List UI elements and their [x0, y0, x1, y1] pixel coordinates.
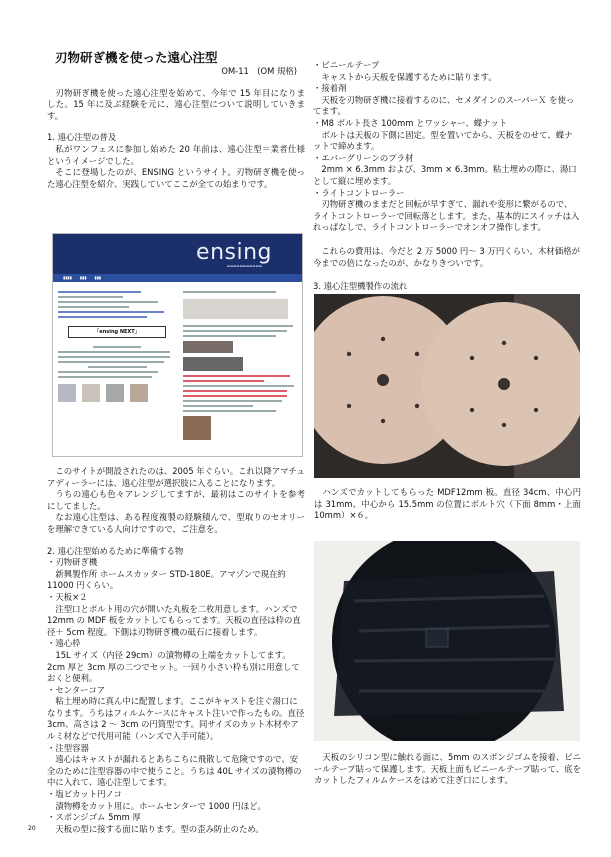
caption-1-block	[314, 487, 581, 522]
site-right-panel	[183, 288, 299, 453]
photo-caption-1: ハンズでカットしてもらった MDF12mm 板。直径 34cm、中心円は 31mm、中心から 15.5mm の位置にボルト穴（下面 8mm・上面 10mm）×６。	[314, 487, 581, 521]
site-banner	[53, 234, 302, 274]
list-item: ・M8 ボルト長さ 100mm とワッシャー、蝶ナット ボルトは天板の下側に固定。型を置いてから、天板をのせて、蝶ナットで締めます。	[313, 117, 573, 152]
section-1-paragraph-5: なお遠心注型は、ある程度複製の経験積んで、型取りのセオリーを理解できている人向けですので、ご注意を。	[47, 512, 305, 534]
left-column-lower	[47, 466, 305, 835]
item-list-left	[47, 557, 305, 835]
intro-paragraph: 刃物研ぎ機を使った遠心注型を始めて、今年で 15 年目になりました。15 年に及ぶ経験を元に、遠心注型について説明していきます。	[47, 87, 305, 121]
list-item: ・ライトコントローラー 刃物研ぎ機のままだと回転が早すぎて、漏れや変形に繋がるので、ライトコントローラーで回転落とします。また、基本的にスイッチは入れっぱなしで、ライトコントローラーでオンオフ操作します。	[313, 187, 580, 233]
caption-2-block	[314, 752, 581, 787]
site-menu-bar: ▮▮▮▮ ▮▮▮ ▮▮▮	[53, 274, 302, 282]
site-heading-box: 「ensing NEXT」	[68, 326, 166, 338]
list-item: ・塩ビカット円ノコ 漬物樽をカット用に。ホームセンターで 1000 円ほど。	[47, 789, 266, 811]
cost-paragraph: これらの費用は、今だと 2 万 5000 円～ 3 万円くらい。木材価格が今までの倍になったのが、かなりきついです。	[313, 245, 580, 268]
section-1-heading: 1. 遠心注型の普及	[47, 132, 117, 143]
site-tagline-lines: ▬▬▬▬▬▬▬▬▬▬▬	[226, 264, 262, 268]
section-1-paragraph-2: そこに登場したのが、ENSING というサイト。刃物研ぎ機を使った遠心注型を紹介、実践していてここが全ての始まりです。	[47, 167, 305, 189]
list-item: ・スポンジゴム 5mm 厚 天板の型に接する面に貼ります。型の歪み防止のため。	[47, 812, 264, 834]
site-image-row	[58, 384, 176, 402]
list-item: ・接着剤 天板を刃物研ぎ機に接着するのに、セメダインのスーパーＸ を使ってます。	[313, 83, 575, 117]
mdf-board-photo	[314, 294, 580, 478]
list-item: ・注型容器 遠心はキャストが漏れるとあちこちに飛散して危険ですので、安全のために注型容器の中で使うこと。うちは 40L サイズの漬物樽の中に入れて、遠心注型してます。	[47, 742, 302, 788]
section-3-heading: 3. 遠心注型機製作の流れ	[313, 281, 408, 292]
page-subtitle: OM-11 (OM 規格)	[221, 66, 297, 76]
list-item: ・エバーグリーンのプラ材 2mm × 6.3mm および、3mm × 6.3mm。粘土埋めの際に、湯口として縦に埋めます。	[313, 152, 577, 186]
photo-caption-2: 天板のシリコン型に触れる面に、5mm のスポンジゴムを接着、ビニールテープ貼って保護します。天板上面もビニールテープ貼って、底をカットしたフィルムケースをはめて注ぎ口にします。	[314, 752, 581, 786]
section-1-paragraph-4: うちの遠心も色々アレンジしてますが、最初はこのサイトを参考にしてました。	[47, 489, 305, 511]
site-logo: ensing	[196, 240, 272, 265]
left-column	[47, 50, 305, 190]
section-1-paragraph-1: 私がワンフェスに参加し始めた 20 年前は、遠心注型＝業者仕様というイメージでした。	[47, 143, 305, 166]
list-item: ・センターコア 粘土埋め時に真ん中に配置します。ここがキャストを注ぐ湯口になります。うちはフィルムケースにキャスト注いで作ったもの。直径 3cm、高さは 2 ～ 3cm の円筒型です。同サイズのカット木材やアルミ材などで代用可能（ハンズで入手可能）。	[47, 684, 305, 742]
right-column	[313, 60, 580, 293]
section-2-heading: 2. 遠心注型始めるために準備する物	[47, 545, 184, 556]
list-item: ・刃物研ぎ機 新興製作所 ホームスカッター STD-180E。アマゾンで現在約 11000 円くらい。	[47, 557, 286, 591]
site-left-panel	[58, 288, 176, 453]
list-item: ・ビニールテープ キャストから天板を保護するために貼ります。	[313, 60, 497, 82]
ensing-site-screenshot	[52, 233, 303, 457]
taped-plate-photo	[314, 541, 580, 741]
page-title: 刃物研ぎ機を使った遠心注型	[55, 50, 218, 65]
page-number: 20	[28, 825, 36, 832]
section-1-paragraph-3: このサイトが開設されたのは、2005 年ぐらい。これ以降アマチュアディーラーには、遠心注型が選択肢に入ることになります。	[47, 466, 305, 488]
list-item: ・遠心枠 15L サイズ（内径 29cm）の漬物樽の上端をカットしてます。2cm 厚と 3cm 厚の二つでセット。一回り小さい枠も別に用意しておくと便利。	[47, 638, 300, 684]
list-item: ・天板×２ 注型口とボルト用の穴が開いた丸板を二枚用意します。ハンズで 12mm の MDF 板をカットしてもらってます。天板の直径は枠の直径＋ 5cm 程度。下側は刃物研ぎ機の砥石に接着します。	[47, 591, 301, 637]
